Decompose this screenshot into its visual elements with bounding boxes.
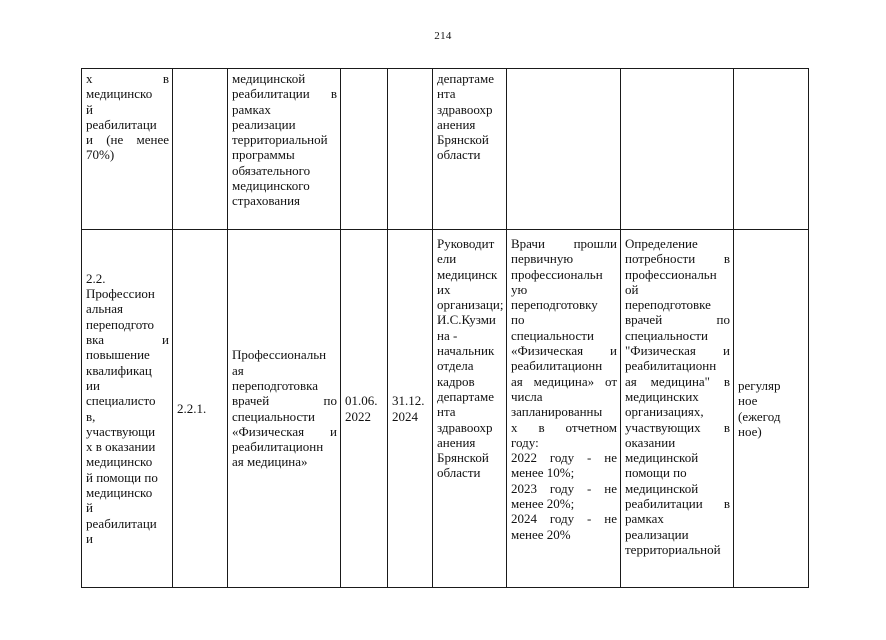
cell-line: реабилитационн [625, 358, 717, 374]
row2-end-date-cell: 31.12. 2024 [388, 230, 433, 588]
table-row [82, 69, 809, 230]
row2-event-cell [228, 230, 341, 588]
cell-line: реабилитации в [232, 86, 337, 102]
cell-line: переподготовка [232, 377, 319, 393]
row1-task-cell [82, 69, 173, 230]
row1-control-cell [621, 69, 734, 230]
cell-line: 2023 году - не [511, 480, 617, 496]
cell-line: профессиональн [625, 266, 717, 282]
cell-line: Профессиональн [232, 347, 327, 363]
cell-line: реабилитационн [511, 358, 603, 374]
cell-line: менее 10%; [511, 465, 575, 481]
cell-line: обязательного [232, 162, 311, 178]
cell-line: х в отчетном [511, 419, 617, 435]
cell-line: Врачи прошли [511, 236, 617, 251]
cell-line: профессиональн [511, 266, 603, 282]
row1-frequency-cell [734, 69, 809, 230]
row1-number-cell [173, 69, 228, 230]
cell-line: повышение [86, 347, 150, 363]
page-number: 214 [434, 30, 452, 42]
cell-line: специальности [625, 327, 708, 343]
cell-line: по [511, 312, 525, 328]
cell-line: х в [86, 71, 169, 86]
cell-line: специалисто [86, 393, 156, 409]
cell-line: медицинского [232, 178, 310, 194]
cell-line: участвующи [86, 423, 156, 439]
cell-line: страхования [232, 193, 301, 209]
row1-responsible-cell: департаме нта здравоохр анения Брянской области [433, 69, 507, 230]
row2-responsible-cell: Руководит ели медицинск их организаци; И.С.Кузми на - начальник отдела кадров департаме нта здравоохр анения Брянской области [433, 230, 507, 588]
cell-line: специальности [511, 327, 594, 343]
cell-line: переподготовку [511, 297, 598, 313]
cell-line: менее 20% [511, 526, 571, 542]
row1-start-date-cell [341, 69, 388, 230]
cell-line: ая медицина» от [511, 373, 617, 389]
cell-line: вка и [86, 332, 169, 348]
cell-line: территориальной [232, 132, 328, 148]
row1-result-cell [507, 69, 621, 230]
measures-table [81, 68, 809, 588]
cell-line: альная [86, 301, 124, 317]
cell-line: «Физическая и [511, 343, 617, 359]
cell-line: потребности в [625, 251, 730, 267]
cell-line: реабилитации в [625, 496, 730, 512]
row2-number-cell: 2.2.1. [173, 230, 228, 588]
table-row [82, 230, 809, 588]
cell-line: в, [86, 408, 96, 424]
cell-line: 70%) [86, 147, 115, 163]
cell-line: реализации [232, 116, 296, 132]
cell-line: помощи по [625, 465, 687, 481]
cell-line: оказании [625, 434, 676, 450]
cell-line: «Физическая и [232, 423, 337, 439]
cell-line: программы [232, 147, 295, 163]
row2-start-date-cell: 01.06. 2022 [341, 230, 388, 588]
cell-line: медицинской [625, 480, 699, 496]
cell-line: менее 20%; [511, 496, 575, 512]
cell-line: и [86, 530, 93, 546]
row2-frequency-cell: регуляр ное (ежегод ное) [734, 230, 809, 588]
cell-line: ая медицина" в [625, 373, 730, 389]
cell-line: ая медицина» [232, 454, 308, 470]
cell-line: квалификац [86, 362, 152, 378]
cell-line: году: [511, 434, 539, 450]
row1-event-cell [228, 69, 341, 230]
cell-line: реабилитаци [86, 515, 157, 531]
cell-line: переподготовке [625, 297, 711, 313]
cell-line: "Физическая и [625, 343, 730, 359]
cell-line: рамках [625, 511, 664, 527]
cell-line: медицинской [232, 71, 306, 86]
cell-line: реализации [625, 526, 689, 542]
cell-line: й [86, 101, 93, 117]
cell-line: первичную [511, 251, 574, 267]
cell-line: участвующих в [625, 419, 730, 435]
cell-line: ую [511, 281, 528, 297]
cell-line: переподгото [86, 316, 155, 332]
row1-end-date-cell [388, 69, 433, 230]
cell-line: организациях, [625, 404, 704, 420]
cell-line: х в оказании [86, 439, 156, 455]
cell-line: реабилитационн [232, 439, 324, 455]
row2-task-cell [82, 230, 173, 588]
cell-line: й помощи по [86, 469, 158, 485]
cell-line: Профессион [86, 286, 155, 302]
cell-line: реабилитаци [86, 116, 157, 132]
cell-line: 2024 году - не [511, 511, 617, 527]
cell-line: специальности [232, 408, 315, 424]
cell-line: числа [511, 388, 543, 404]
cell-line: территориальной [625, 541, 721, 557]
cell-line: медицинской [625, 450, 699, 466]
cell-line: запланированны [511, 404, 603, 420]
cell-line: ии [86, 377, 100, 393]
cell-line: ой [625, 281, 639, 297]
cell-line: 2.2. [86, 270, 106, 286]
cell-line: врачей по [625, 312, 730, 328]
cell-line: й [86, 500, 93, 516]
cell-line: Определение [625, 236, 698, 251]
cell-line: рамках [232, 101, 271, 117]
cell-line: и (не менее [86, 132, 169, 148]
row2-control-cell [621, 230, 734, 588]
cell-line: 2022 году - не [511, 450, 617, 466]
row2-result-cell [507, 230, 621, 588]
cell-line: медицинско [86, 484, 153, 500]
cell-line: ая [232, 362, 244, 378]
cell-line: медицинско [86, 454, 153, 470]
cell-line: медицинско [86, 86, 153, 102]
cell-line: врачей по [232, 393, 337, 409]
cell-line: медицинских [625, 388, 699, 404]
